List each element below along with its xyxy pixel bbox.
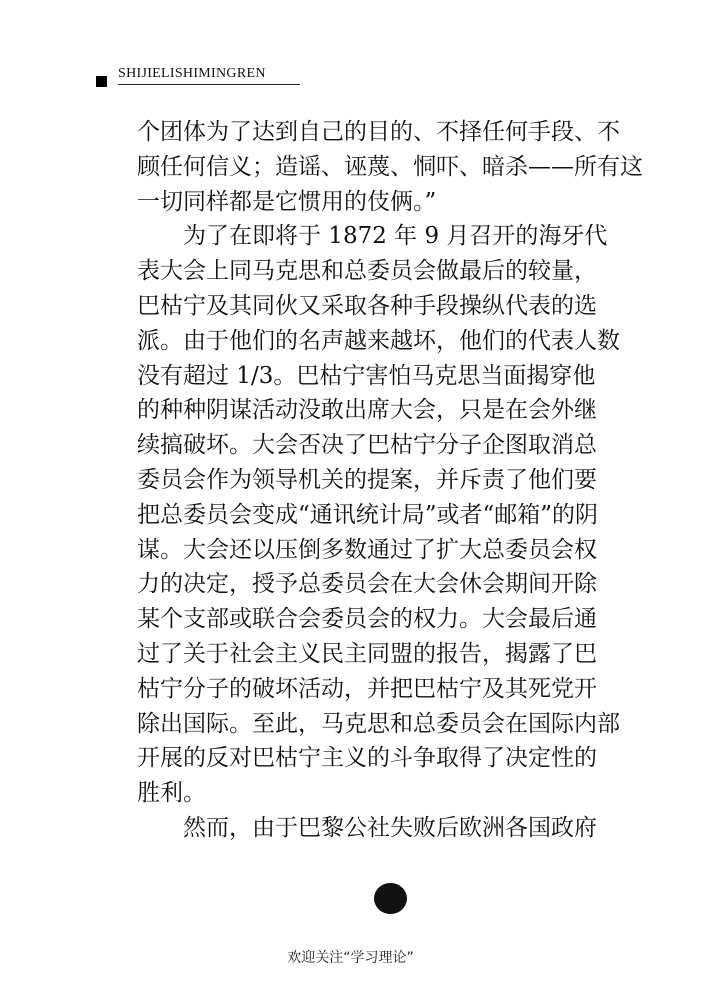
header-underline bbox=[118, 84, 300, 85]
running-header: SHIJIELISHIMINGREN bbox=[118, 66, 266, 81]
text-line: 过了关于社会主义民主同盟的报告，揭露了巴 bbox=[137, 640, 597, 667]
text-line: 胜利。 bbox=[137, 780, 206, 807]
text-line: 把总委员会变成“通讯统计局”或者“邮箱”的阴 bbox=[137, 501, 599, 528]
header-marker bbox=[96, 76, 107, 87]
footer-text: 欢迎关注“学习理论” bbox=[287, 950, 414, 966]
paragraph-start-line: 然而，由于巴黎公社失败后欧洲各国政府 bbox=[183, 814, 597, 841]
text-line: 顾任何信义；造谣、诬蔑、恫吓、暗杀——所有这 bbox=[137, 153, 643, 180]
paragraph-start-line: 为了在即将于 1872 年 9 月召开的海牙代 bbox=[183, 223, 608, 250]
text-line: 表大会上同马克思和总委员会做最后的较量， bbox=[137, 258, 597, 285]
text-line: 一切同样都是它惯用的伎俩。” bbox=[137, 188, 437, 215]
text-line: 枯宁分子的破坏活动，并把巴枯宁及其死党开 bbox=[137, 675, 597, 702]
text-line: 力的决定，授予总委员会在大会休会期间开除 bbox=[137, 571, 597, 598]
body-text bbox=[137, 115, 643, 846]
text-line: 的种种阴谋活动没敢出席大会，只是在会外继 bbox=[137, 397, 597, 424]
text-line: 某个支部或联合会委员会的权力。大会最后通 bbox=[137, 606, 597, 633]
text-line: 派。由于他们的名声越来越坏，他们的代表人数 bbox=[137, 327, 620, 354]
text-line: 委员会作为领导机关的提案，并斥责了他们要 bbox=[137, 466, 597, 493]
page-marker-dot bbox=[374, 883, 407, 914]
text-line: 续搞破坏。大会否决了巴枯宁分子企图取消总 bbox=[137, 432, 597, 459]
text-line: 谋。大会还以压倒多数通过了扩大总委员会权 bbox=[137, 536, 597, 563]
text-line: 个团体为了达到自己的目的、不择任何手段、不 bbox=[137, 119, 620, 145]
text-line: 没有超过 1/3。巴枯宁害怕马克思当面揭穿他 bbox=[137, 362, 596, 389]
text-line: 除出国际。至此，马克思和总委员会在国际内部 bbox=[137, 710, 620, 737]
text-line: 巴枯宁及其同伙又采取各种手段操纵代表的选 bbox=[137, 292, 597, 319]
text-line: 开展的反对巴枯宁主义的斗争取得了决定性的 bbox=[137, 745, 597, 772]
